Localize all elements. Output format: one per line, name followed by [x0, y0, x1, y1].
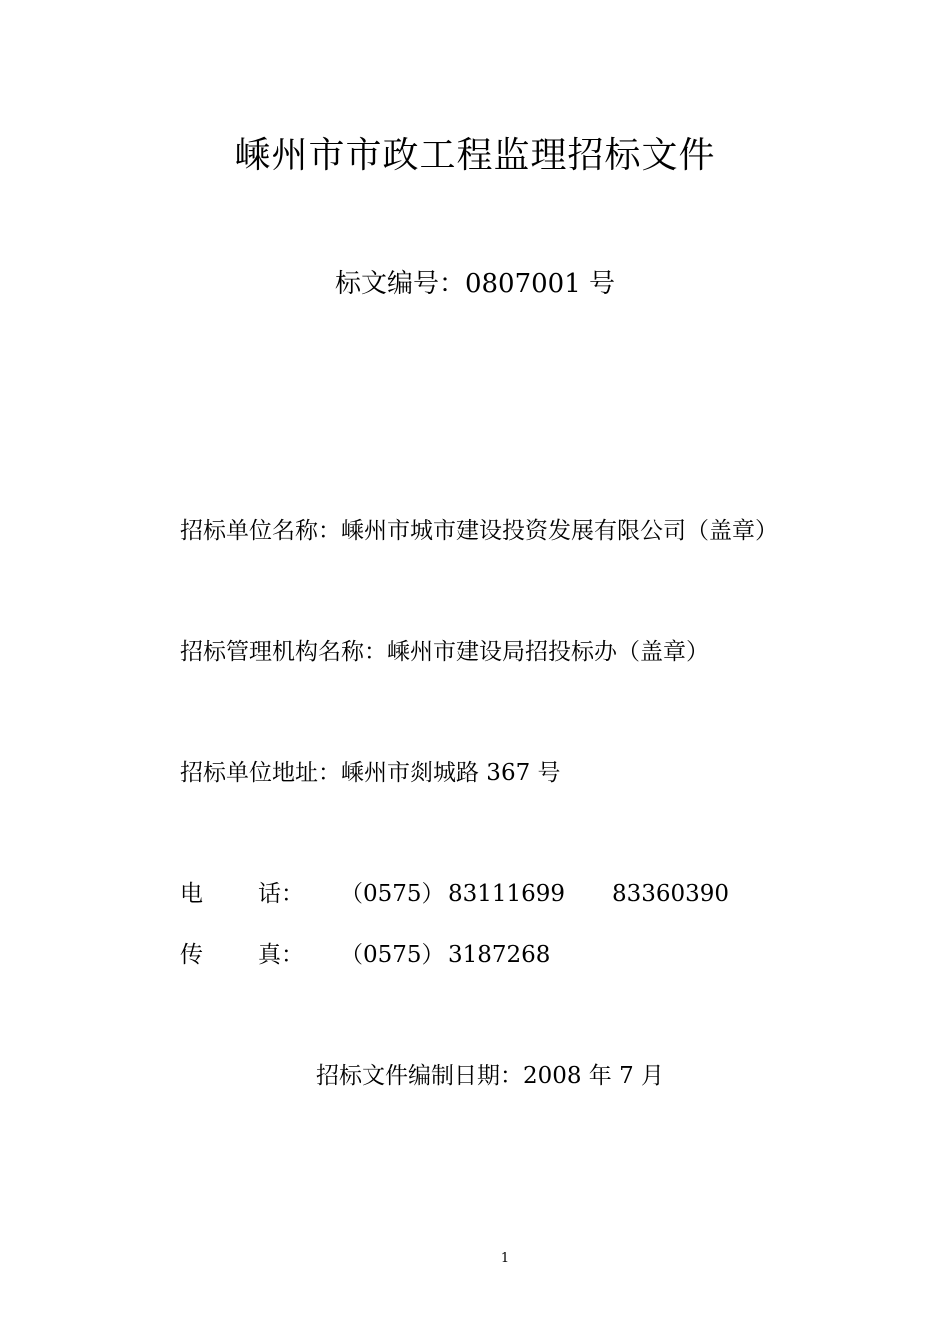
phone-number-1: 83111699 — [448, 881, 566, 907]
tenderer-address: 招标单位地址：嵊州市剡城路 367 号 — [180, 760, 561, 786]
tenderer-name: 招标单位名称：嵊州市城市建设投资发展有限公司（盖章） — [180, 518, 778, 544]
document-title: 嵊州市市政工程监理招标文件 — [234, 135, 716, 176]
management-agency: 招标管理机构名称：嵊州市建设局招投标办（盖章） — [180, 639, 709, 665]
fax-label-char-1: 传 — [180, 942, 203, 968]
compile-date: 招标文件编制日期：2008 年 7 月 — [315, 1063, 665, 1089]
page-number: 1 — [500, 1251, 510, 1266]
fax-area-code: （0575） — [340, 942, 445, 968]
phone-label-char-1: 电 — [180, 881, 203, 907]
document-number: 标文编号：0807001 号 — [334, 269, 616, 299]
phone-area-code: （0575） — [340, 881, 445, 907]
phone-label-char-2: 话： — [258, 881, 304, 907]
phone-row — [180, 883, 800, 909]
phone-number-2: 83360390 — [612, 881, 730, 907]
fax-number: 3187268 — [448, 942, 551, 968]
fax-row — [180, 944, 800, 970]
fax-label-char-2: 真： — [258, 942, 304, 968]
